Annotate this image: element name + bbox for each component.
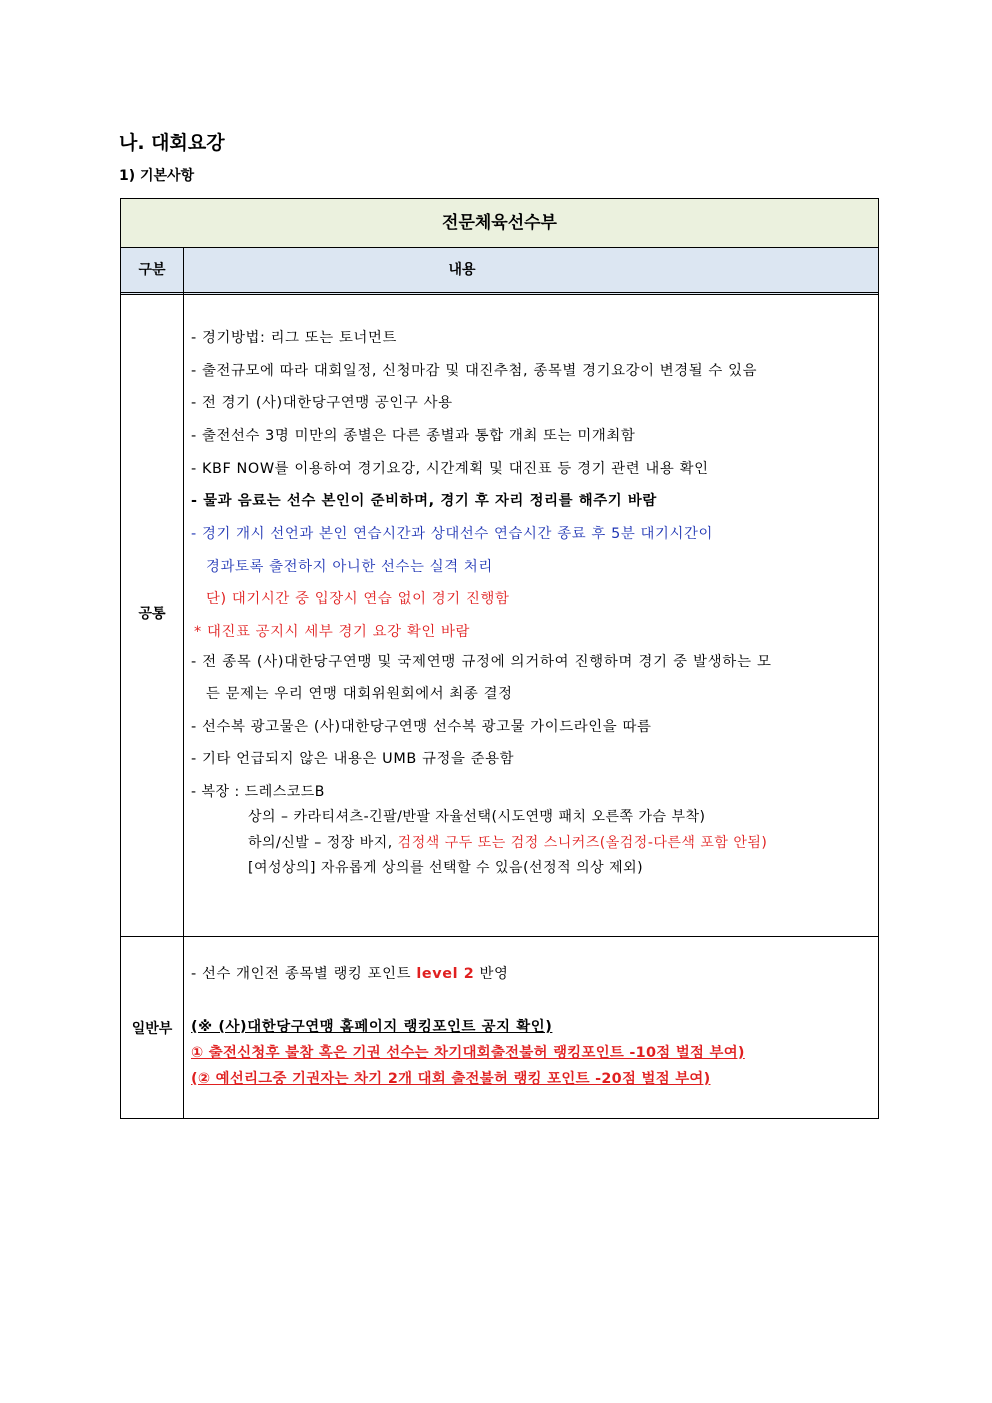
table-header-row xyxy=(121,248,878,295)
dress-code-bottom-text: 하의/신발 – 정장 바지, xyxy=(248,835,398,851)
common-line: - 전 경기 (사)대한당구연맹 공인구 사용 xyxy=(191,395,453,411)
header-content: 내용 xyxy=(448,262,476,278)
dress-code-bottom-shoes: 검정색 구두 또는 검정 스니커즈(올검정-다른색 포함 안됨) xyxy=(397,835,768,851)
penalty-line-2: (② 예선리그중 기권자는 차기 2개 대회 출전불허 랭킹 포인트 -20점 벌점 부여) xyxy=(191,1071,711,1087)
common-line: - KBF NOW를 이용하여 경기요강, 시간계획 및 대진표 등 경기 관련 내용 확인 xyxy=(191,461,709,477)
ranking-post: 반영 xyxy=(474,966,509,982)
common-line-red: * 대진표 공지시 세부 경기 요강 확인 바람 xyxy=(194,624,471,640)
common-line: - 기타 언급되지 않은 내용은 UMB 규정을 준용함 xyxy=(191,751,515,767)
ranking-line xyxy=(191,964,509,984)
dress-code-top: 상의 – 카라티셔츠-긴팔/반팔 자율선택(시도연맹 패치 오른쪽 가슴 부착) xyxy=(248,809,706,825)
common-line: - 출전규모에 따라 대회일정, 신청마감 및 대진추첨, 종목별 경기요강이 변경될 수 있음 xyxy=(191,363,758,379)
dress-code-bottom xyxy=(248,833,767,853)
common-line: - 출전선수 3명 미만의 종별은 다른 종별과 통합 개최 또는 미개최함 xyxy=(191,428,636,444)
header-category: 구분 xyxy=(138,262,166,278)
row-label-general: 일반부 xyxy=(131,1021,173,1037)
rules-table xyxy=(120,198,879,1119)
common-line-blue: 경과토록 출전하지 아니한 선수는 실격 처리 xyxy=(206,559,493,575)
common-line-bold: - 물과 음료는 선수 본인이 준비하며, 경기 후 자리 정리를 해주기 바람 xyxy=(191,493,657,509)
row-label-common: 공통 xyxy=(138,606,166,622)
common-line: - 전 종목 (사)대한당구연맹 및 국제연맹 규정에 의거하여 진행하며 경기 중 발생하는 모 xyxy=(191,654,772,670)
penalty-line-1: ① 출전신청후 불참 혹은 기권 선수는 차기대회출전불허 랭킹포인트 -10점 벌점 부여) xyxy=(191,1045,745,1061)
table-title: 전문체육선수부 xyxy=(121,199,878,248)
dress-code-title: - 복장 : 드레스코드B xyxy=(191,784,325,800)
ranking-pre: - 선수 개인전 종목별 랭킹 포인트 xyxy=(191,966,417,982)
common-line: 든 문제는 우리 연맹 대회위원회에서 최종 결정 xyxy=(206,686,513,702)
subsection-title: 1) 기본사항 xyxy=(119,168,195,184)
common-line-blue: - 경기 개시 선언과 본인 연습시간과 상대선수 연습시간 종료 후 5분 대기시간이 xyxy=(191,526,714,542)
ranking-level: level 2 xyxy=(416,966,475,982)
general-content xyxy=(184,937,878,1118)
section-title: 나. 대회요강 xyxy=(119,132,225,154)
dress-code-women: [여성상의] 자유롭게 상의를 선택할 수 있음(선정적 의상 제외) xyxy=(248,860,644,876)
ranking-notice: (※ (사)대한당구연맹 홈페이지 랭킹포인트 공지 확인) xyxy=(191,1019,553,1035)
common-content xyxy=(184,295,878,936)
common-line-red: 단) 대기시간 중 입장시 연습 없이 경기 진행함 xyxy=(206,591,510,607)
common-line: - 선수복 광고물은 (사)대한당구연맹 선수복 광고물 가이드라인을 따름 xyxy=(191,719,652,735)
common-line: - 경기방법: 리그 또는 토너먼트 xyxy=(191,330,397,346)
